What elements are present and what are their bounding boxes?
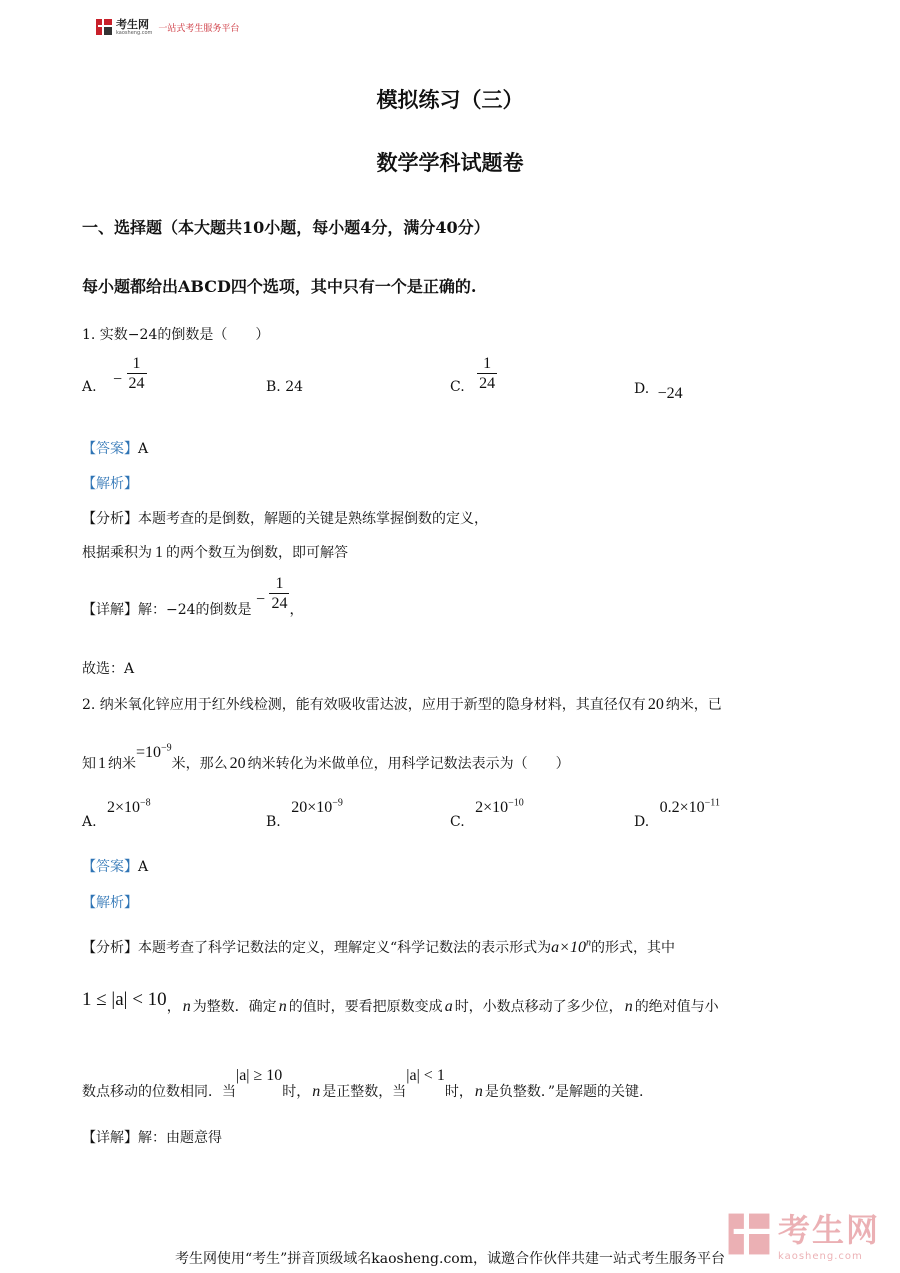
detail-text: 解：由题意得: [138, 1130, 222, 1146]
fraction: [477, 355, 497, 394]
math-base: =10: [136, 744, 162, 761]
math-exponent: −9: [332, 798, 343, 809]
q2-fenxi-line2: [82, 989, 719, 1017]
math-var: n: [624, 998, 633, 1015]
fraction-denominator: 24: [271, 595, 288, 612]
q1-option-b: B. 24: [266, 379, 304, 395]
logo-name: 考生网: [116, 17, 149, 31]
detail-tag: 【详解】: [82, 602, 138, 618]
page-footer: 考生网使用“考生”拼音顶级域名kaosheng.com，诚邀合作伙伴共建一站式考生服务平台: [174, 1251, 726, 1267]
option-value: [475, 799, 524, 816]
q1-option-a: [82, 355, 147, 395]
math-var: n: [474, 1083, 483, 1100]
header-logo: [95, 18, 239, 36]
math-value: 20: [647, 696, 664, 713]
fraction-denominator: 24: [128, 375, 145, 392]
q2-analysis-tag: 【解析】: [82, 895, 138, 911]
math-exponent: −8: [140, 798, 151, 809]
fraction-denominator: 24: [479, 375, 496, 392]
math-var: n: [278, 998, 287, 1015]
math-exponent: n: [585, 937, 591, 949]
math-var: n: [182, 998, 191, 1015]
math-exponent: −9: [161, 742, 172, 754]
logo-domain: kaosheng.com: [116, 29, 153, 36]
q2-option-d: [634, 798, 720, 831]
fraction-numerator: 1: [132, 355, 141, 372]
minus-sign: −: [256, 591, 266, 608]
text: 本题考查了科学记数法的定义，理解定义“科学记数法的表示形式为: [138, 940, 552, 956]
logo-mark-icon: [95, 18, 113, 36]
math-base: 20×10: [291, 799, 333, 817]
text: 的两个数互为倒数，即可解答: [166, 545, 348, 561]
text: 的值时，要看把原数变成: [288, 999, 443, 1015]
math-value: 20: [229, 755, 246, 772]
math-exponent: −11: [704, 798, 720, 809]
q1-fenxi-line2: [82, 542, 348, 562]
option-label: D.: [634, 814, 650, 831]
math-inequality: 1 ≤ |a| < 10: [82, 989, 167, 1010]
fenxi-text: 本题考查的是倒数，解题的关键是熟练掌握倒数的定义，: [138, 511, 488, 527]
fenxi-tag: 【分析】: [82, 511, 138, 527]
text: 知: [82, 756, 96, 772]
math-var: n: [312, 1083, 321, 1100]
watermark-text: 考生网: [777, 1211, 880, 1249]
option-value: [107, 799, 151, 816]
text: 的绝对值与小: [634, 999, 719, 1015]
option-label: A.: [82, 379, 97, 395]
math-expression: [551, 939, 591, 956]
page-title: 模拟练习（三）: [376, 87, 524, 112]
option-label: C.: [450, 814, 465, 831]
answer-tag: 【答案】: [82, 859, 138, 875]
watermark-domain: kaosheng.com: [777, 1251, 863, 1262]
logo-slogan: 一站式考生服务平台: [158, 23, 240, 34]
detail-text: 解：−24的倒数是: [138, 602, 252, 618]
math-base: 0.2×10: [659, 799, 705, 817]
text: 数点移动的位数相同．当: [82, 1084, 236, 1100]
text: 根据乘积为: [82, 545, 152, 561]
detail-tag: 【详解】: [82, 1130, 138, 1146]
math-inequality: |a| ≥ 10: [236, 1067, 283, 1084]
option-value: [660, 799, 720, 816]
option-value: [291, 799, 343, 816]
punct: ，: [289, 602, 304, 618]
text: 是正整数，当: [322, 1084, 407, 1100]
option-label: B.: [266, 814, 281, 831]
math-base: 2×10: [475, 799, 509, 817]
section-instruction: 每小题都给出ABCD四个选项，其中只有一个是正确的.: [82, 277, 477, 296]
math-value: 1: [98, 755, 106, 772]
math-equation: [136, 744, 172, 761]
text: 是负整数．”是解题的关键.: [484, 1084, 644, 1100]
page-subtitle: 数学学科试题卷: [376, 150, 524, 175]
fraction-numerator: 1: [483, 355, 492, 372]
text: 米，那么: [171, 756, 228, 772]
q2-option-c: [450, 798, 524, 831]
text: 时，: [444, 1084, 473, 1100]
q1-answer: [82, 438, 148, 458]
math-base: 2×10: [107, 799, 141, 817]
q2-option-a: [82, 798, 151, 831]
fenxi-tag: 【分析】: [82, 940, 138, 956]
text: 纳米转化为米做单位，用科学记数法表示为（ ）: [247, 756, 570, 772]
answer-value: A: [138, 441, 149, 457]
text: 纳米，已: [665, 697, 722, 713]
option-value: −24: [657, 385, 683, 402]
math-var: a: [444, 998, 453, 1015]
text: 时，小数点移动了多少位，: [454, 999, 623, 1015]
text: 的形式，其中: [590, 940, 675, 956]
q1-option-c: [450, 355, 497, 395]
q1-option-d: [634, 380, 683, 402]
text: 为整数．确定: [192, 999, 277, 1015]
section-heading: 一、选择题（本大题共10小题，每小题4分，满分40分）: [82, 218, 490, 237]
math-exponent: −10: [508, 798, 524, 809]
option-label: C.: [450, 379, 465, 395]
minus-sign: −: [113, 371, 123, 388]
q2-answer: [82, 856, 148, 876]
fraction-numerator: 1: [275, 575, 284, 592]
option-label: A.: [82, 814, 97, 831]
answer-tag: 【答案】: [82, 441, 138, 457]
text: 时，: [282, 1084, 311, 1100]
text: 2. 纳米氧化锌应用于红外线检测，能有效吸收雷达波，应用于新型的隐身材料，其直径仅有: [82, 697, 646, 713]
q2-stem-line1: [82, 694, 722, 714]
math-value: 1: [155, 544, 163, 561]
fraction: [127, 355, 147, 394]
q1-fenxi: [82, 508, 488, 528]
q1-choice: 故选：A: [82, 661, 135, 677]
q2-stem-line2: [82, 738, 570, 772]
q1-stem: 1. 实数−24的倒数是（ ）: [82, 327, 270, 343]
text: 纳米: [108, 756, 136, 772]
q2-option-b: [266, 798, 343, 831]
math-inequality: |a| < 1: [406, 1067, 445, 1084]
q2-detail: [82, 1127, 222, 1147]
q2-fenxi-line3: [82, 1065, 644, 1100]
text: ，: [166, 999, 181, 1015]
math-base: a×10: [551, 939, 586, 956]
option-label: D.: [634, 381, 650, 397]
fraction: [269, 575, 289, 614]
q2-fenxi-line1: [82, 937, 675, 957]
q1-analysis-tag: 【解析】: [82, 476, 138, 492]
q1-detail: [82, 575, 303, 619]
answer-value: A: [138, 859, 149, 875]
